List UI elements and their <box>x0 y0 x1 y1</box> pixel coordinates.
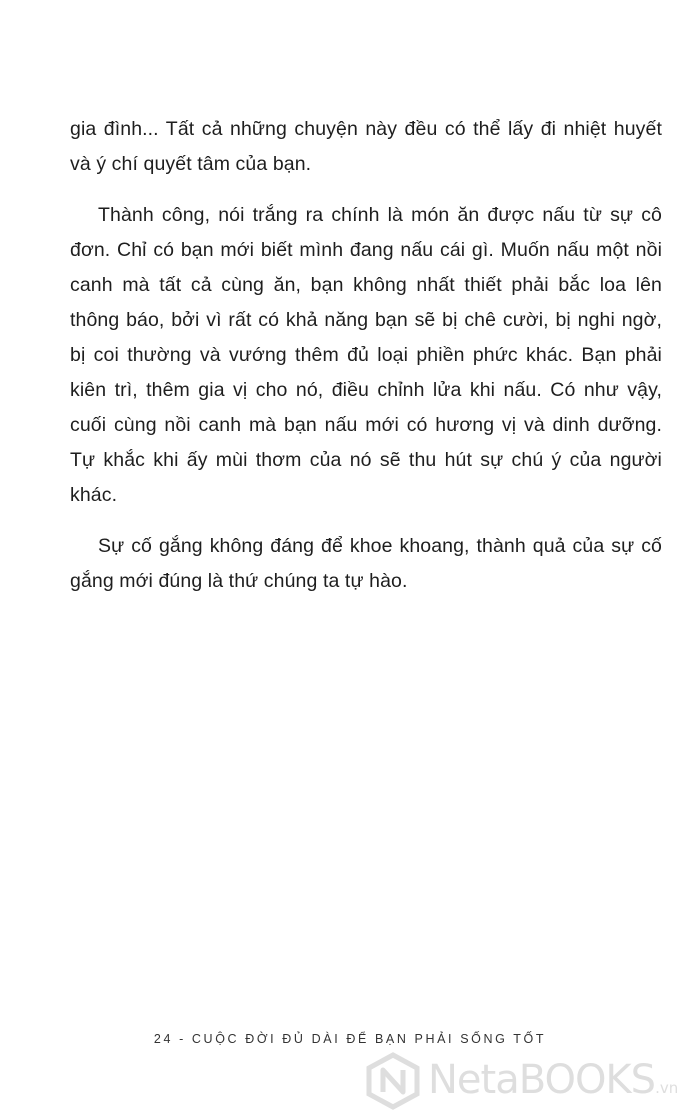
netabooks-logo-icon <box>364 1052 422 1110</box>
watermark-brand-name: NetaBOOKS <box>428 1057 656 1103</box>
page-footer: 24 - CUỘC ĐỜI ĐỦ DÀI ĐỂ BẠN PHẢI SỐNG TỐT <box>153 1032 547 1046</box>
watermark <box>360 1048 700 1112</box>
paragraph-effort: Sự cố gắng không đáng để khoe khoang, thành quả của sự cố gắng mới đúng là thứ chúng ta tự hào. <box>70 535 662 592</box>
watermark-brand <box>428 1056 678 1112</box>
paragraph-success: Thành công, nói trắng ra chính là món ăn được nấu từ sự cô đơn. Chỉ có bạn mới biết mình đang nấu cái gì. Muốn nấu một nồi canh mà tất cả cùng ăn, bạn không nhất thiết phải bắc loa lên thông báo, bởi vì rất có khả năng bạn sẽ bị chê cười, bị nghi ngờ, bị coi thường và vướng thêm đủ loại phiền phức khác. Bạn phải kiên trì, thêm gia vị cho nó, điều chỉnh lửa khi nấu. Có như vậy, cuối cùng nồi canh mà bạn nấu mới có hương vị và dinh dưỡng. Tự khắc khi ấy mùi thơm của nó sẽ thu hút sự chú ý của người khác. <box>70 204 662 506</box>
body-text <box>70 112 662 615</box>
paragraph-continued: gia đình... Tất cả những chuyện này đều có thể lấy đi nhiệt huyết và ý chí quyết tâm của bạn. <box>70 118 662 175</box>
watermark-suffix: .vn <box>655 1079 679 1097</box>
